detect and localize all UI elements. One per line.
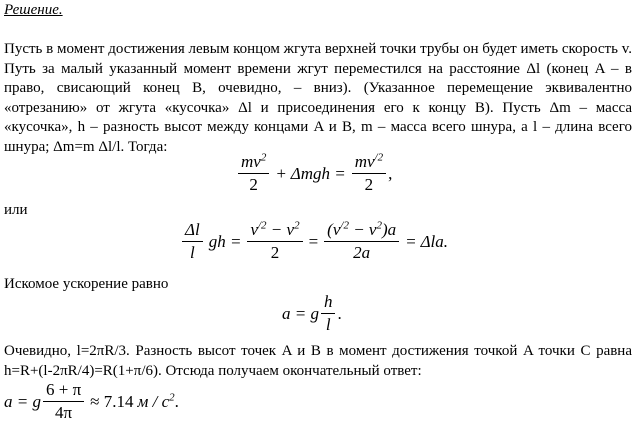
- equation-3: a = g $\frac{h}{l}$ .: [282, 292, 342, 334]
- eq4-unit: м / $c^2$: [137, 390, 175, 411]
- paragraph-1: Пусть в момент достижения левым концом жгута верхней точки трубы он будет иметь скорость v. Путь за малый указанный момент времени жгут переместился на расстояние Δl (конец A – в право, свисающий конец B, очевидно, – вниз). (Указанное перемещение эквивалентно «отрезанию» от жгута «кусочка» Δl и присоединения его к концу B). Пусть Δm – масса «кусочка», h – разность высот между концами A и B, m – масса всего шнура, а l – длина всего шнура; Δm=m Δl/l. Тогда:: [4, 41, 632, 155]
- eq2-fraction-2: $\frac{(v^{/2} - v^2)a}{2a}$: [324, 220, 399, 263]
- eq1-fraction-left: $\frac{mv^2}{2}$: [238, 152, 269, 195]
- equation-1: [236, 152, 392, 195]
- eq2-fraction-dl: $\frac{\Delta l}{l}$: [182, 220, 203, 263]
- eq2-rhs: = Δla.: [405, 231, 449, 251]
- eq4-fraction: $\frac{6 + \pi}{4\pi}$: [43, 380, 84, 423]
- eq1-fraction-right: $\frac{mv^{/2}}{2}$: [352, 152, 386, 195]
- eq2-gh: gh =: [208, 231, 242, 251]
- paragraph-2: Искомое ускорение равно: [4, 276, 169, 292]
- eq2-fraction-1: $\frac{v^{/2} - v^2}{2}$: [247, 220, 302, 263]
- solution-heading: Решение.: [4, 2, 63, 18]
- eq1-middle: + Δmgh =: [275, 163, 346, 183]
- equation-2: $\frac{\Delta l}{l}$ gh = $\frac{v^{/2} - v^2}{2}$ = $\frac{(v^{/2} - v^2)a}{2a}$ = Δla.: [180, 220, 452, 263]
- eq3-fraction: $\frac{h}{l}$: [321, 292, 336, 335]
- eq1-tail: ,: [388, 163, 393, 183]
- equation-4: a = g $\frac{6 + \pi}{4\pi}$ ≈ 7.14 м / $c^2$ .: [4, 380, 179, 422]
- or-label: или: [4, 202, 28, 218]
- paragraph-3: Очевидно, l=2πR/3. Разность высот точек A и B в момент достижения точкой A точки C равна h=R+(l-2πR/4)=R(1+π/6). Отсюда получаем окончательный ответ:: [4, 343, 632, 379]
